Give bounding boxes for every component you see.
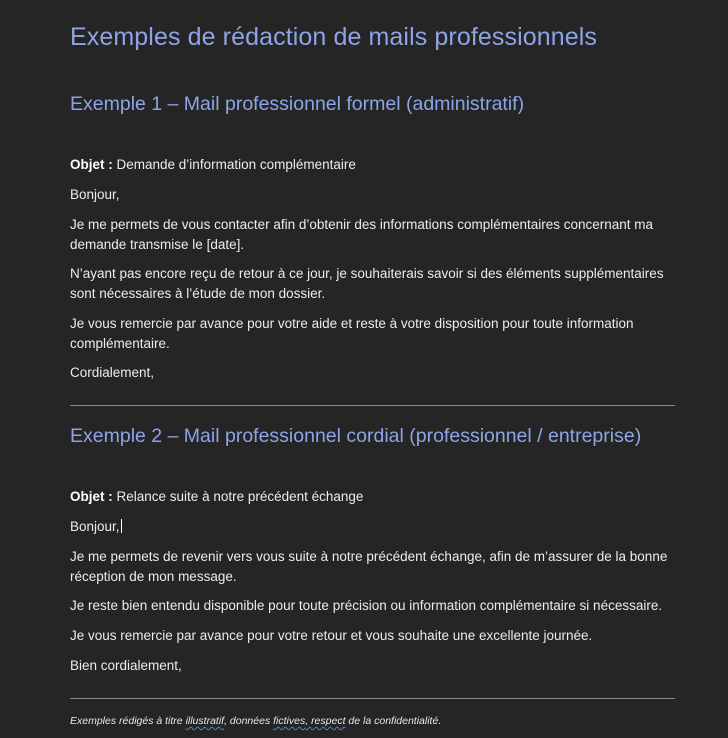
footer-text-2: , données [224, 715, 274, 727]
document-title: Exemples de rédaction de mails professionnels [70, 23, 597, 51]
spellcheck-word-respect[interactable]: respect [311, 715, 346, 727]
spellcheck-word-illustratif[interactable]: illustratif [185, 715, 225, 727]
footer-text-1: Exemples rédigés à titre [70, 715, 186, 727]
text-cursor [121, 519, 122, 533]
example1-subject[interactable] [70, 155, 670, 175]
example1-closing[interactable]: Cordialement, [70, 365, 155, 380]
example1-paragraph1[interactable]: Je me permets de vous contacter afin d’obtenir des informations complémentaires concernant ma demande transmise le [date]. [70, 217, 654, 252]
example2-subject[interactable] [70, 487, 670, 507]
example1-greeting[interactable]: Bonjour, [70, 187, 120, 202]
example1-heading: Exemple 1 – Mail professionnel formel (administratif) [70, 93, 525, 115]
spellcheck-word-fictives[interactable]: fictives [273, 715, 306, 727]
footer-text-4: de la confidentialité. [345, 715, 442, 727]
example2-heading: Exemple 2 – Mail professionnel cordial (professionnel / entreprise) [70, 425, 642, 447]
example2-paragraph1[interactable]: Je me permets de revenir vers vous suite à notre précédent échange, afin de m’assurer de la bonne réception de mon message. [70, 549, 668, 584]
example2-greeting: Bonjour, [70, 519, 120, 534]
example1-subject-text: Demande d’information complémentaire [116, 157, 356, 172]
example2-subject-label: Objet : [70, 489, 113, 504]
example2-paragraph3[interactable]: Je vous remercie par avance pour votre retour et vous souhaite une excellente journée. [70, 628, 593, 643]
example2-subject-text: Relance suite à notre précédent échange [116, 489, 364, 504]
footer-note[interactable] [70, 715, 441, 727]
example2-closing[interactable]: Bien cordialement, [70, 658, 182, 673]
example1-paragraph3[interactable]: Je vous remercie par avance pour votre aide et reste à votre disposition pour toute information complémentaire. [70, 316, 634, 351]
example1-paragraph2[interactable]: N’ayant pas encore reçu de retour à ce jour, je souhaiterais savoir si des éléments supplémentaires sont nécessaires à l’étude de mon dossier. [70, 266, 664, 301]
footer-text-3: , [305, 715, 312, 727]
section-divider-1 [70, 405, 675, 406]
example1-subject-label: Objet : [70, 157, 113, 172]
example2-greeting-line[interactable] [70, 517, 670, 537]
section-divider-2 [70, 698, 675, 699]
example2-paragraph2[interactable]: Je reste bien entendu disponible pour toute précision ou information complémentaire si nécessaire. [70, 598, 663, 613]
